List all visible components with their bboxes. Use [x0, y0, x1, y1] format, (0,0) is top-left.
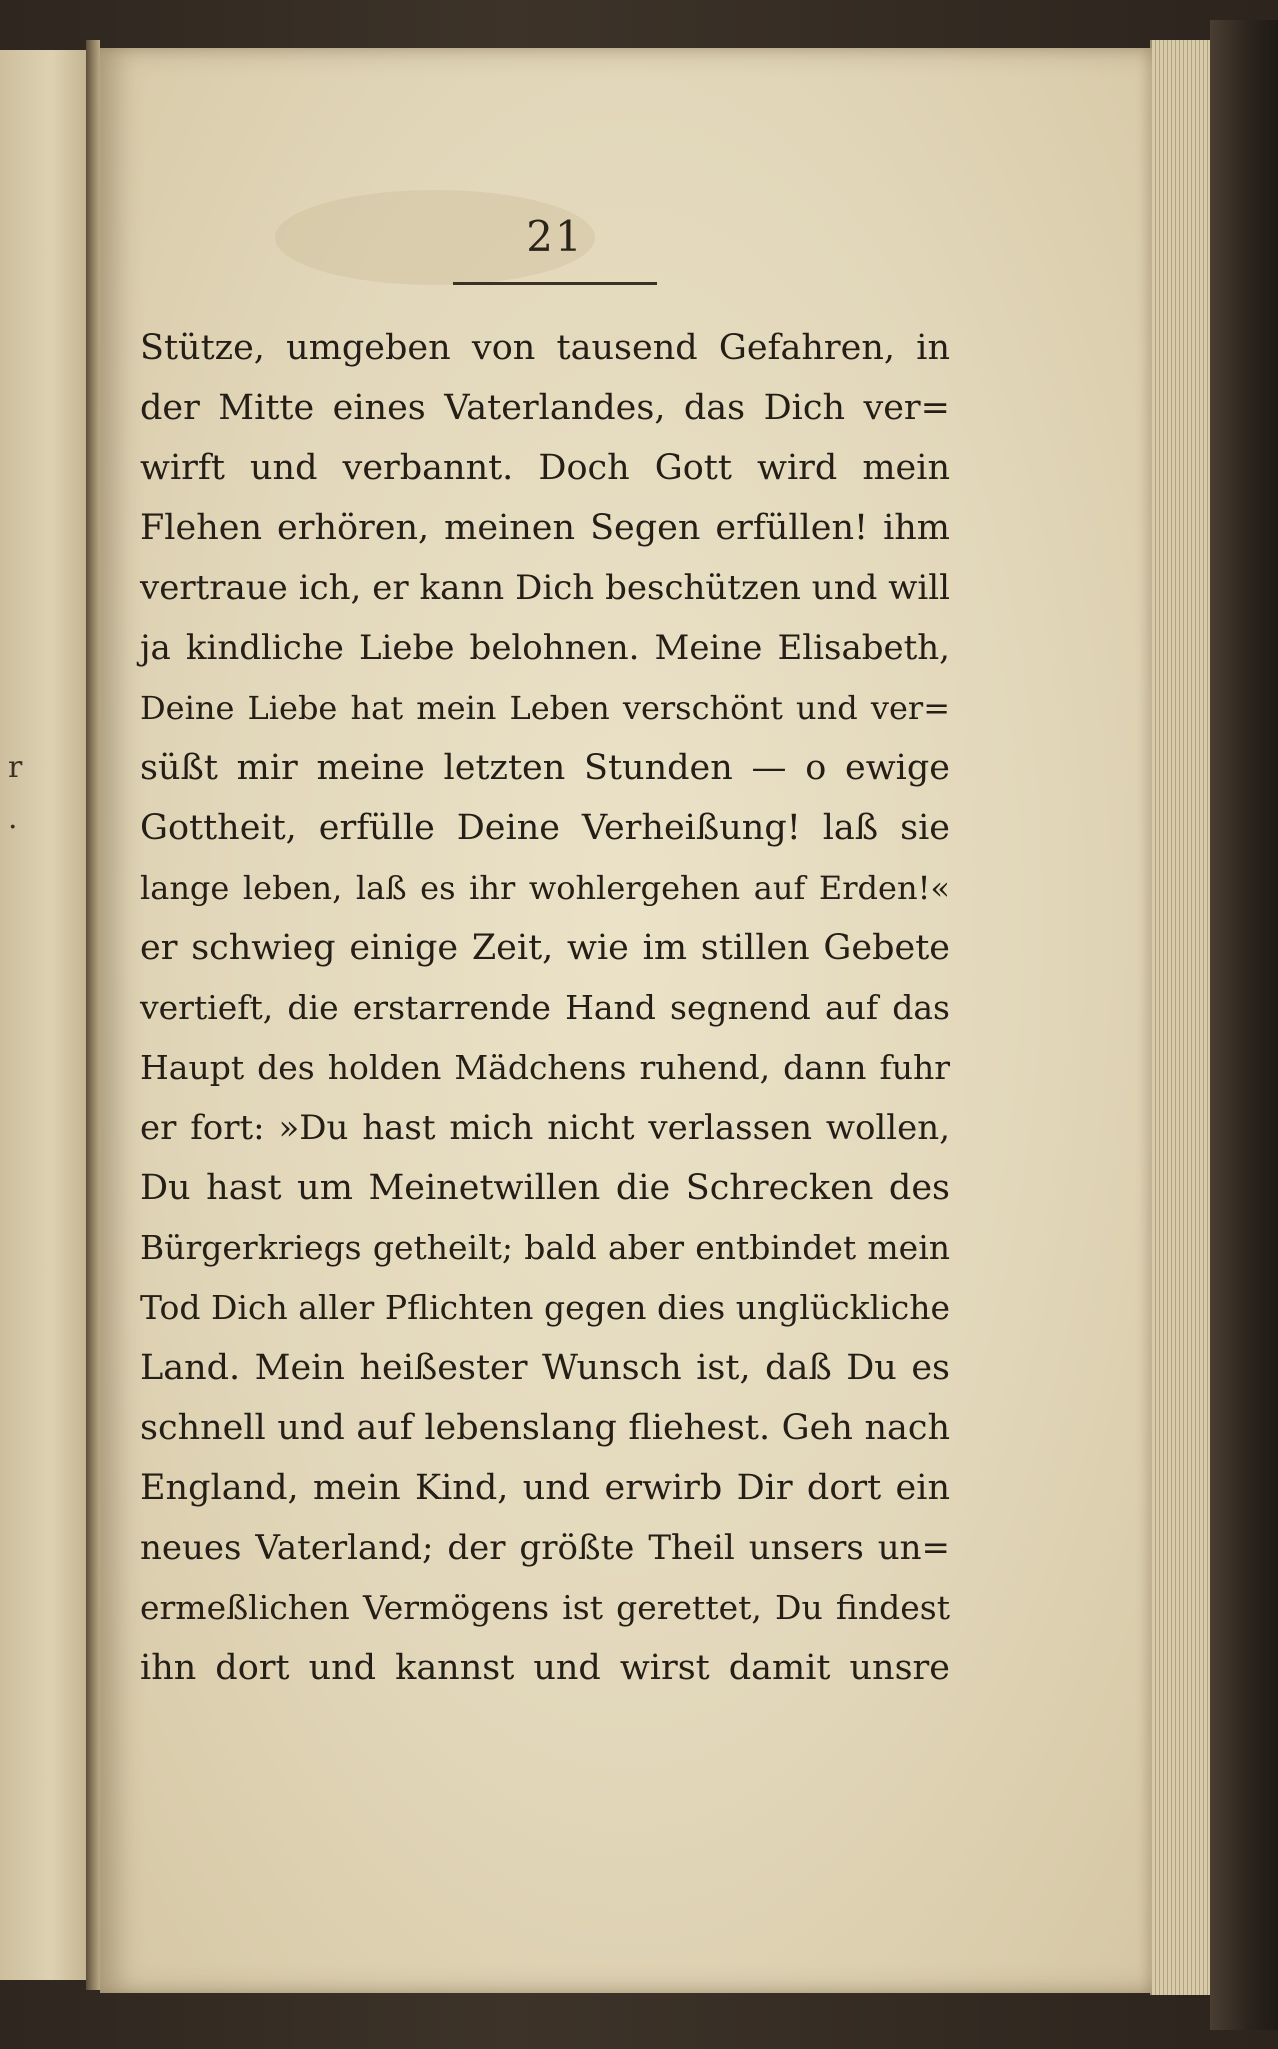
text-line: er fort: »Du hast mich nicht verlassen wollen,: [140, 1108, 950, 1148]
text-line: Deine Liebe hat mein Leben verschönt und ver=: [140, 689, 950, 727]
body-text: [140, 318, 950, 1698]
text-line: Land. Mein heißester Wunsch ist, daß Du es: [140, 1348, 950, 1388]
text-line: ja kindliche Liebe belohnen. Meine Elisabeth,: [140, 628, 950, 668]
book-gutter: [86, 40, 100, 1990]
text-line: Tod Dich aller Pflichten gegen dies unglückliche: [140, 1288, 950, 1327]
text-line: Du hast um Meinetwillen die Schrecken des: [140, 1168, 950, 1208]
previous-page-mark: ·: [8, 810, 18, 845]
text-line: lange leben, laß es ihr wohlergehen auf Erden!«: [140, 869, 950, 907]
text-line: England, mein Kind, und erwirb Dir dort ein: [140, 1468, 950, 1508]
text-line: vertraue ich, er kann Dich beschützen und will: [140, 568, 950, 608]
text-line: er schwieg einige Zeit, wie im stillen Gebete: [140, 928, 950, 968]
book-cover-edge: [1210, 20, 1278, 2030]
text-line: wirft und verbannt. Doch Gott wird mein: [140, 448, 950, 488]
text-line: schnell und auf lebenslang fliehest. Geh nach: [140, 1408, 950, 1448]
text-line: Flehen erhören, meinen Segen erfüllen! ihm: [140, 508, 950, 548]
text-line: Haupt des holden Mädchens ruhend, dann fuhr: [140, 1048, 950, 1087]
previous-page-edge: [0, 50, 88, 1980]
text-line: neues Vaterland; der größte Theil unsers un=: [140, 1528, 950, 1568]
text-line: Stütze, umgeben von tausend Gefahren, in: [140, 328, 950, 368]
text-line: Gottheit, erfülle Deine Verheißung! laß sie: [140, 808, 950, 848]
previous-page-mark: r: [8, 750, 23, 785]
text-line: ermeßlichen Vermögens ist gerettet, Du findest: [140, 1588, 950, 1627]
text-line: Bürgerkriegs getheilt; bald aber entbindet mein: [140, 1228, 950, 1267]
page-number: 21: [526, 212, 584, 261]
text-line: ihn dort und kannst und wirst damit unsre: [140, 1648, 950, 1688]
header-rule: [453, 282, 657, 285]
text-line: der Mitte eines Vaterlandes, das Dich ver=: [140, 388, 950, 428]
text-line: vertieft, die erstarrende Hand segnend auf das: [140, 988, 950, 1027]
text-line: süßt mir meine letzten Stunden — o ewige: [140, 748, 950, 788]
